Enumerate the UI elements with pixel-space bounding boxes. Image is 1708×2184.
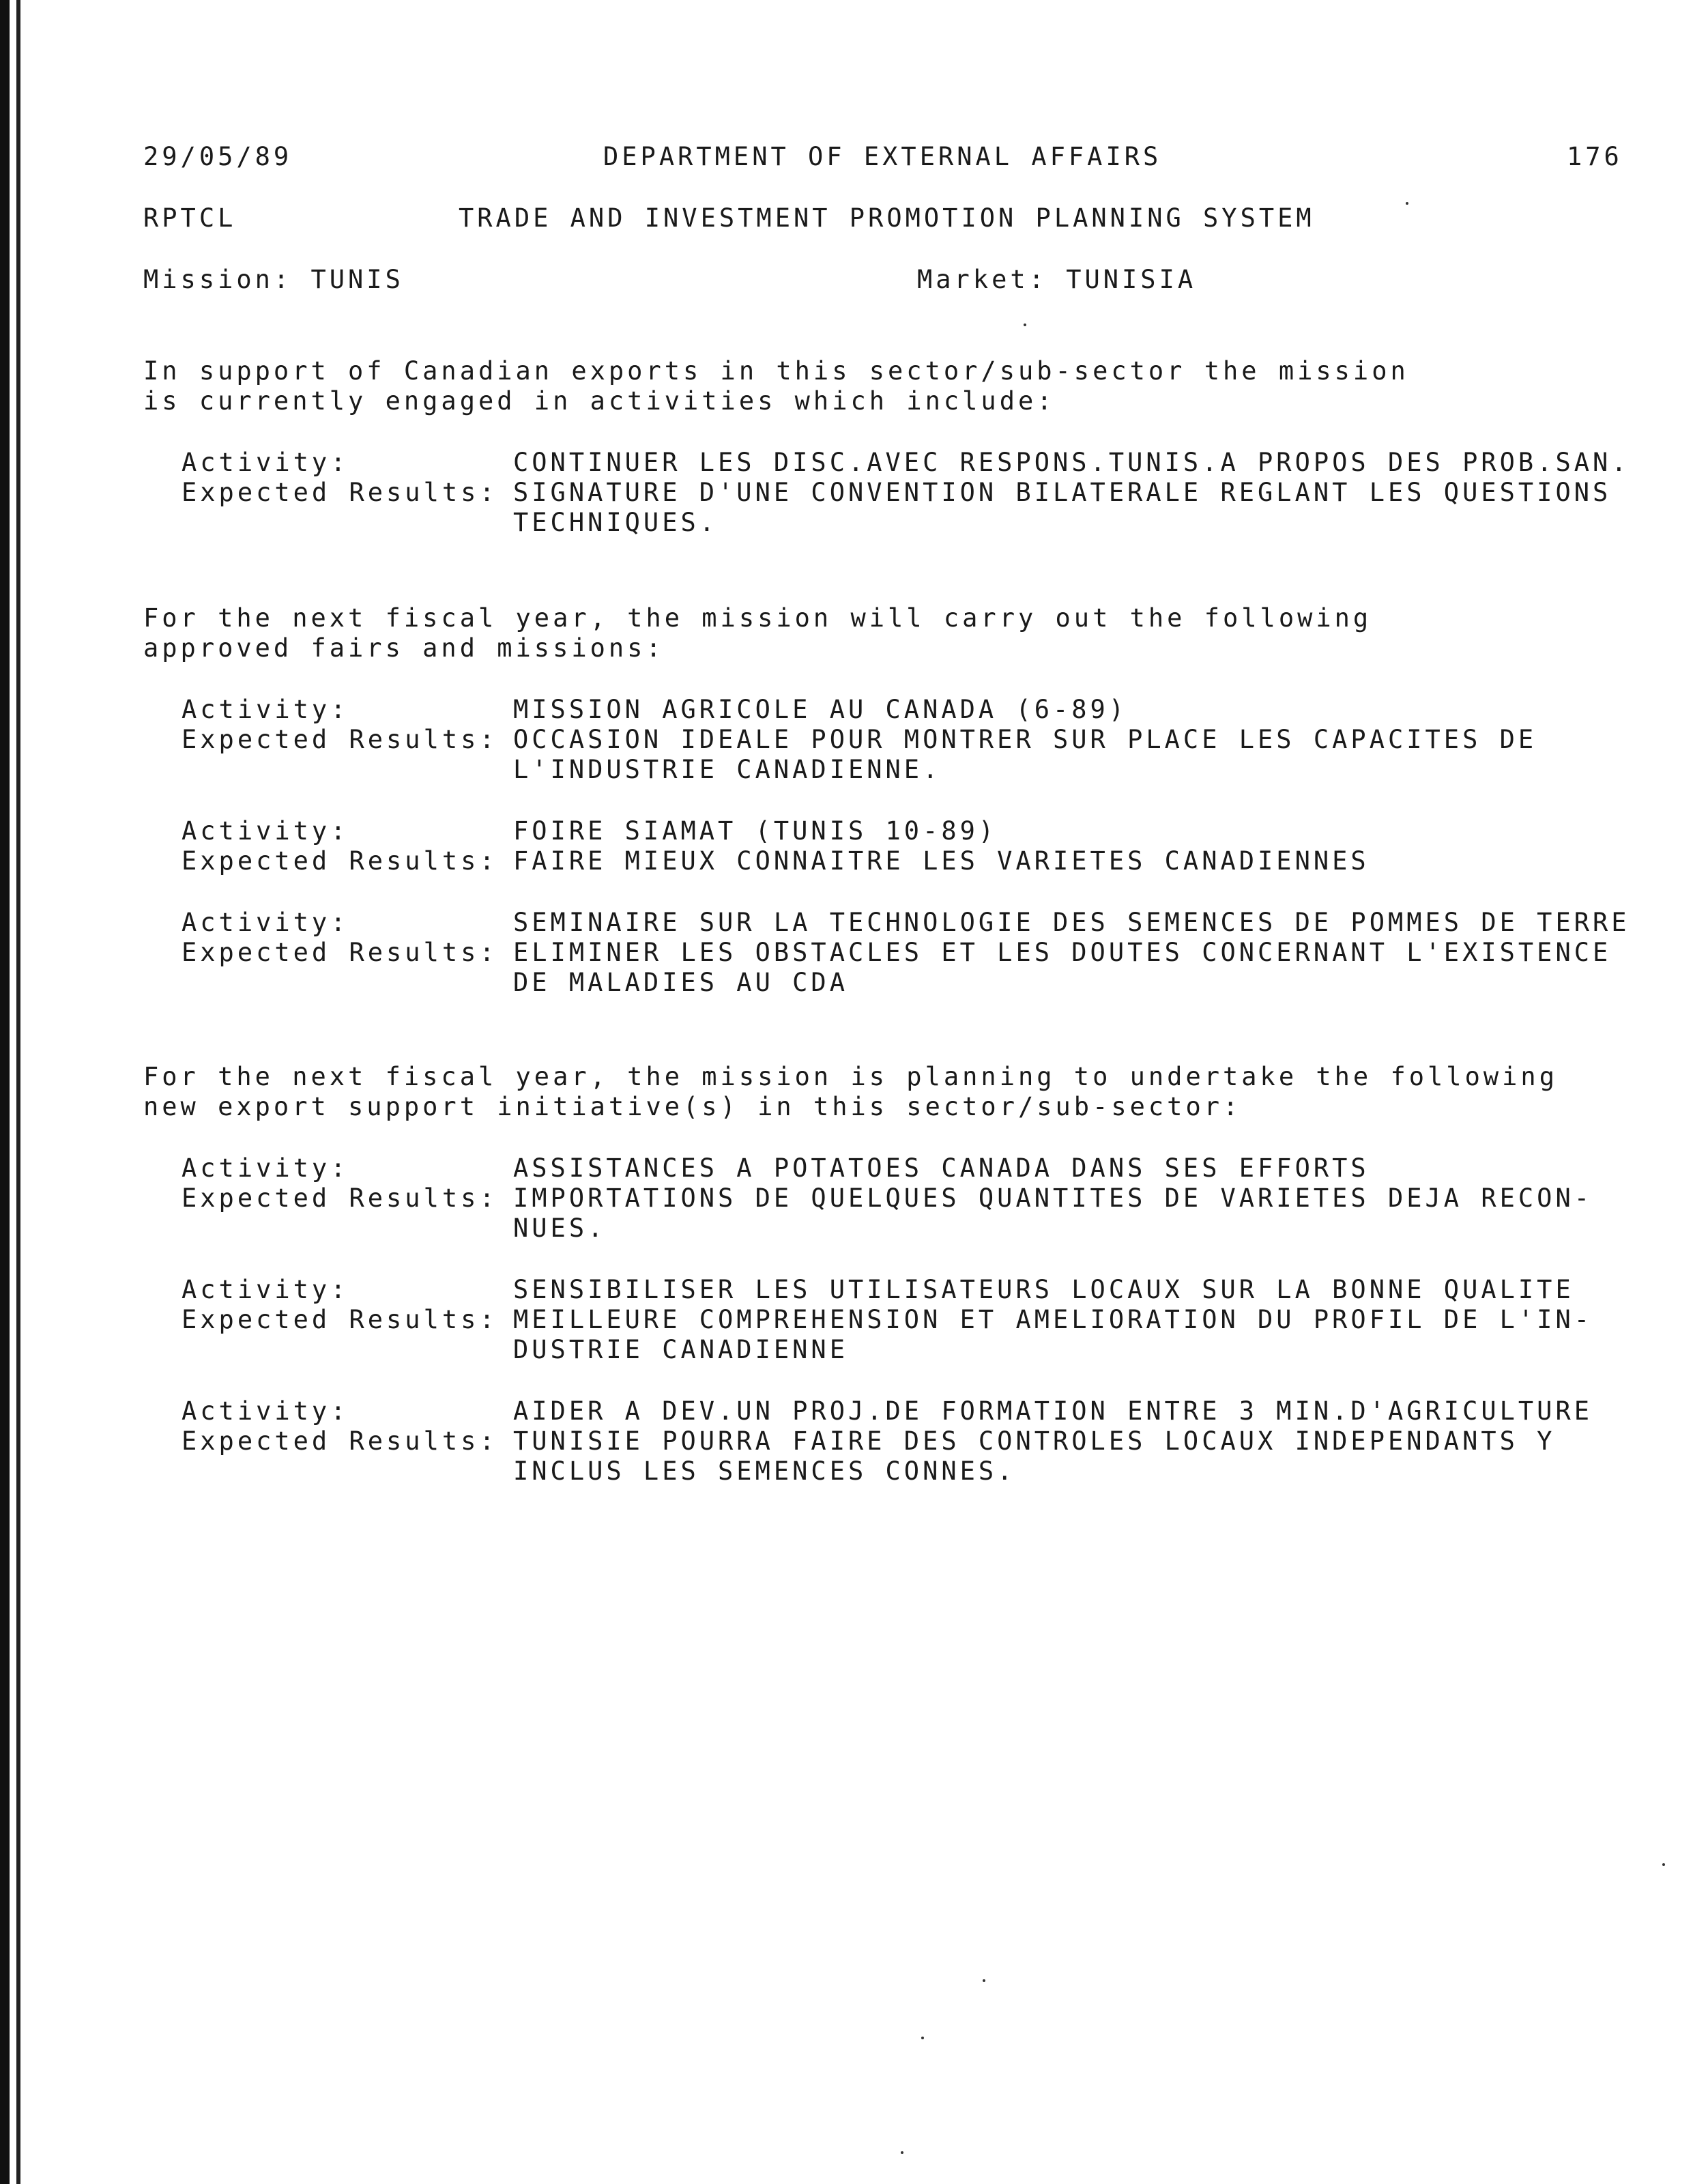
mission-field: Mission: TUNIS (143, 265, 404, 294)
scan-speck (901, 2151, 903, 2154)
expected-results-text: IMPORTATIONS DE QUELQUES QUANTITES DE VARIETES DEJA RECON- (513, 1183, 1593, 1213)
scan-speck (1406, 202, 1408, 205)
expected-results-text: OCCASION IDEALE POUR MONTRER SUR PLACE LES CAPACITES DE (513, 725, 1537, 754)
activity-text: MISSION AGRICOLE AU CANADA (6-89) (513, 695, 1128, 724)
activity-label: Activity: (182, 695, 349, 724)
expected-results-text: DE MALADIES AU CDA (513, 968, 848, 997)
expected-results-label: Expected Results: (182, 1183, 498, 1213)
activity-label: Activity: (182, 908, 349, 937)
system-name: TRADE AND INVESTMENT PROMOTION PLANNING SYSTEM (459, 203, 1315, 233)
expected-results-text: INCLUS LES SEMENCES CONNES. (513, 1456, 1016, 1486)
activity-text: SENSIBILISER LES UTILISATEURS LOCAUX SUR LA BONNE QUALITE (513, 1275, 1574, 1304)
expected-results-text: NUES. (513, 1213, 607, 1243)
expected-results-label: Expected Results: (182, 478, 498, 507)
expected-results-text: L'INDUSTRIE CANADIENNE. (513, 755, 942, 784)
activity-text: CONTINUER LES DISC.AVEC RESPONS.TUNIS.A PROPOS DES PROB.SAN. (513, 448, 1630, 477)
department-title: DEPARTMENT OF EXTERNAL AFFAIRS (603, 142, 1162, 171)
expected-results-label: Expected Results: (182, 938, 498, 967)
expected-results-label: Expected Results: (182, 846, 498, 876)
section-intro-line: For the next fiscal year, the mission will carry out the following (143, 603, 1372, 633)
scan-speck (1024, 324, 1026, 326)
section-intro-line: In support of Canadian exports in this sector/sub-sector the mission (143, 356, 1409, 386)
expected-results-text: SIGNATURE D'UNE CONVENTION BILATERALE REGLANT LES QUESTIONS (513, 478, 1612, 507)
activity-label: Activity: (182, 1396, 349, 1426)
expected-results-text: TECHNIQUES. (513, 508, 719, 537)
section-intro-line: approved fairs and missions: (143, 633, 665, 663)
expected-results-label: Expected Results: (182, 1426, 498, 1456)
scan-speck (1662, 1863, 1665, 1866)
section-intro-line: For the next fiscal year, the mission is planning to undertake the following (143, 1062, 1558, 1091)
activity-label: Activity: (182, 448, 349, 477)
expected-results-label: Expected Results: (182, 725, 498, 754)
activity-label: Activity: (182, 1275, 349, 1304)
activity-text: FOIRE SIAMAT (TUNIS 10-89) (513, 816, 998, 846)
expected-results-text: DUSTRIE CANADIENNE (513, 1335, 848, 1364)
page-number: 176 (1567, 142, 1623, 171)
scan-speck (921, 2037, 924, 2039)
expected-results-text: FAIRE MIEUX CONNAITRE LES VARIETES CANADIENNES (513, 846, 1370, 876)
scan-speck (983, 1979, 985, 1982)
expected-results-text: MEILLEURE COMPREHENSION ET AMELIORATION DU PROFIL DE L'IN- (513, 1305, 1593, 1334)
section-intro-line: is currently engaged in activities which include: (143, 386, 1056, 416)
expected-results-text: ELIMINER LES OBSTACLES ET LES DOUTES CONCERNANT L'EXISTENCE (513, 938, 1612, 967)
activity-text: AIDER A DEV.UN PROJ.DE FORMATION ENTRE 3 MIN.D'AGRICULTURE (513, 1396, 1593, 1426)
activity-label: Activity: (182, 1153, 349, 1183)
report-code: RPTCL (143, 203, 237, 233)
activity-text: SEMINAIRE SUR LA TECHNOLOGIE DES SEMENCES DE POMMES DE TERRE (513, 908, 1630, 937)
market-field: Market: TUNISIA (917, 265, 1197, 294)
expected-results-label: Expected Results: (182, 1305, 498, 1334)
activity-label: Activity: (182, 816, 349, 846)
activity-text: ASSISTANCES A POTATOES CANADA DANS SES EFFORTS (513, 1153, 1370, 1183)
expected-results-text: TUNISIE POURRA FAIRE DES CONTROLES LOCAUX INDEPENDANTS Y (513, 1426, 1556, 1456)
report-date: 29/05/89 (143, 142, 293, 171)
section-intro-line: new export support initiative(s) in this sector/sub-sector: (143, 1092, 1242, 1121)
